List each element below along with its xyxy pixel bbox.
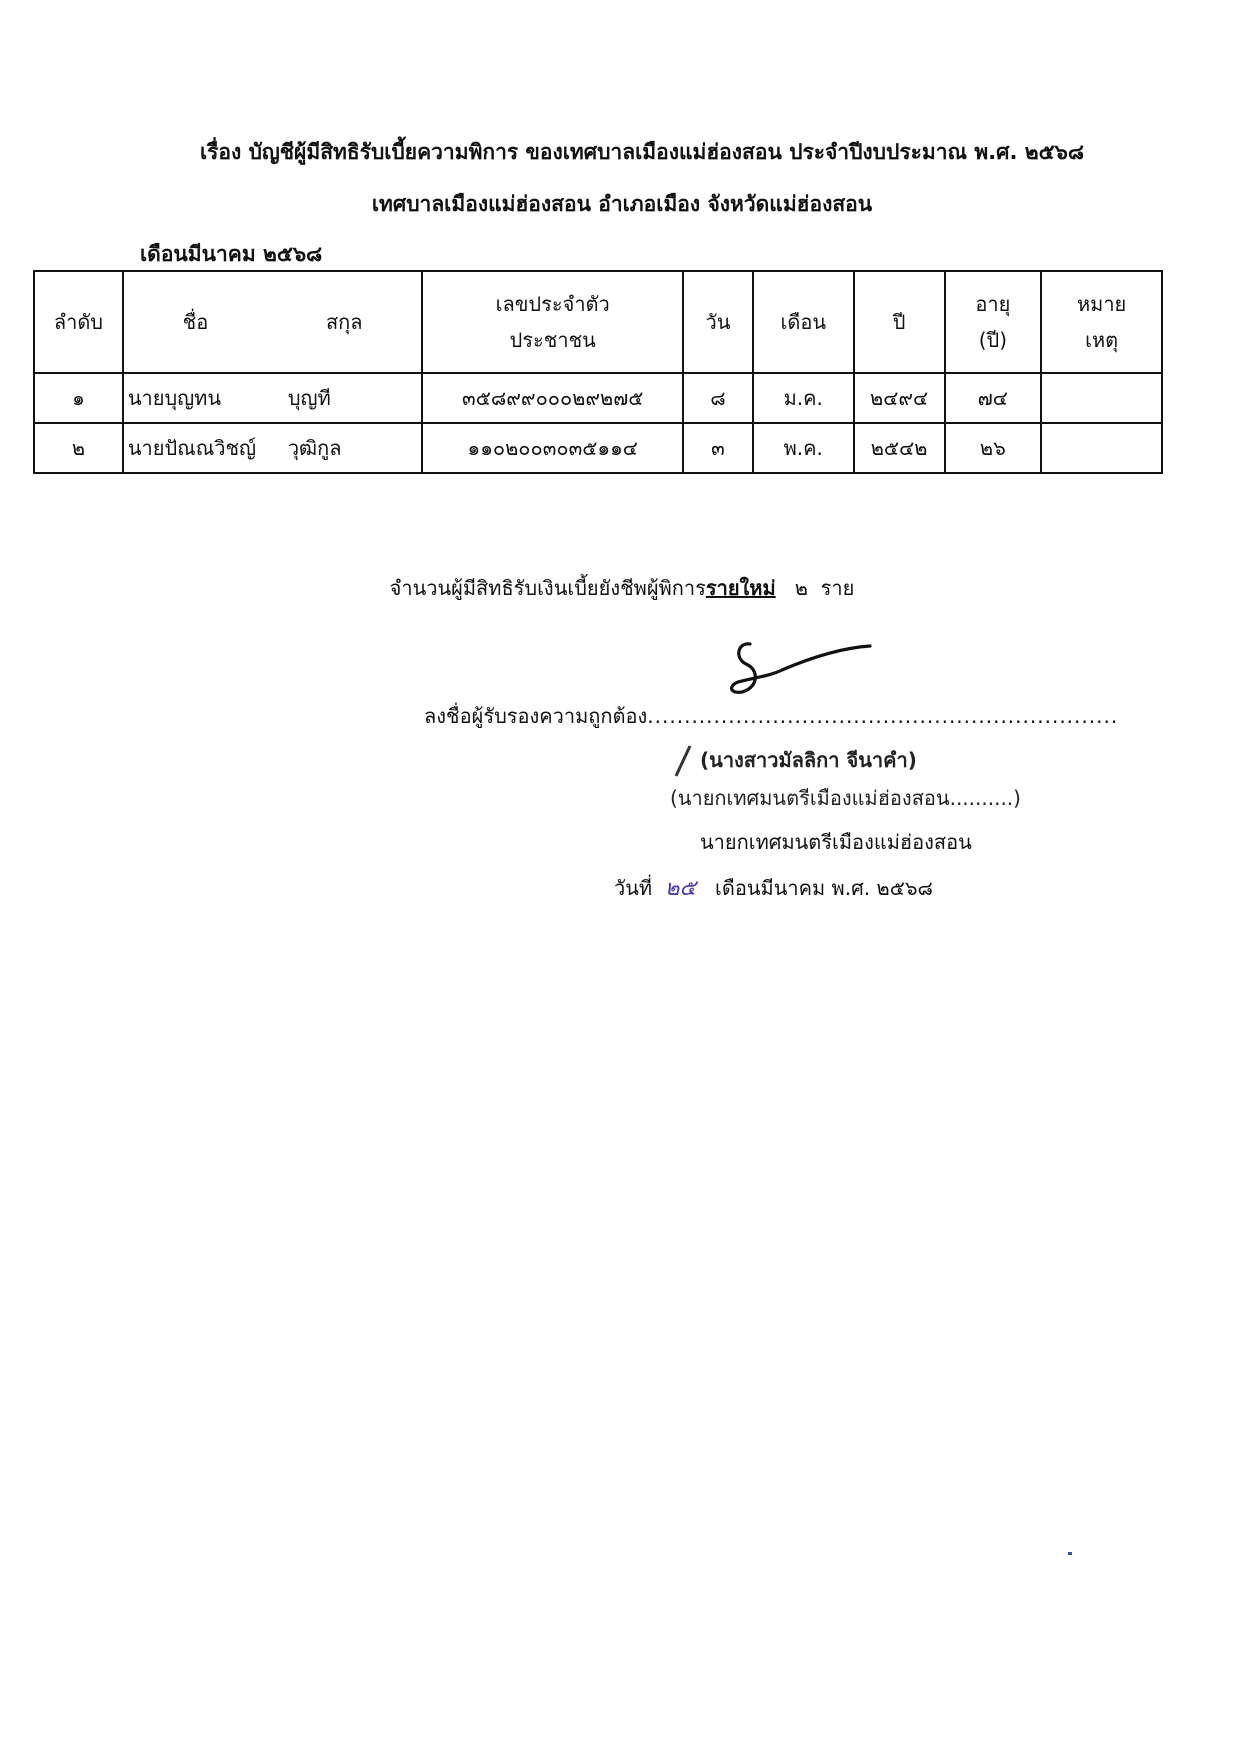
- header-day: วัน: [683, 271, 753, 373]
- summary-prefix: จำนวนผู้มีสิทธิรับเงินเบี้ยยังชีพผู้พิการ: [389, 576, 706, 600]
- cell-month: ม.ค.: [753, 373, 854, 423]
- header-note-line2: เหตุ: [1085, 328, 1119, 352]
- date-rest: เดือนมีนาคม พ.ศ. ๒๕๖๘: [715, 876, 933, 900]
- header-age-line2: (ปี): [978, 328, 1008, 352]
- summary-count: ๒: [794, 576, 808, 600]
- date-prefix: วันที่: [614, 876, 653, 900]
- cell-id: ๓๕๘๙๙๐๐๐๒๙๒๗๕: [422, 373, 683, 423]
- sign-line: [424, 700, 1118, 732]
- document-title: เรื่อง บัญชีผู้มีสิทธิรับเบี้ยความพิการ ของเทศบาลเมืองแม่ฮ่องสอน ประจำปีงบประมาณ พ.ศ. ๒๕๖๘: [199, 140, 1085, 164]
- cell-day: ๘: [683, 373, 753, 423]
- summary-emphasis: รายใหม่: [705, 576, 776, 600]
- stamp-name: (นางสาวมัลลิกา จีนาคำ): [700, 748, 917, 772]
- cell-last-name: บุญที: [287, 386, 331, 410]
- signer-position: นายกเทศมนตรีเมืองแม่ฮ่องสอน: [700, 830, 972, 854]
- header-no: ลำดับ: [34, 271, 123, 373]
- stamp-mark: [672, 744, 694, 778]
- header-age: [945, 271, 1042, 373]
- cell-no: ๒: [34, 423, 123, 473]
- summary-line: [0, 572, 1244, 604]
- ink-speck: [1068, 1552, 1072, 1555]
- cell-first-name: นายบุญทน: [127, 386, 222, 410]
- header-first-name: ชื่อ: [182, 310, 209, 334]
- document-month: เดือนมีนาคม ๒๕๖๘: [140, 242, 323, 266]
- sign-dots: ................................................................: [647, 704, 1119, 728]
- stamp-position: (นายกเทศมนตรีเมืองแม่ฮ่องสอน..........): [670, 786, 1021, 810]
- table-row: [34, 423, 1162, 473]
- beneficiary-table: [33, 270, 1163, 474]
- cell-last-name: วุฒิกูล: [287, 436, 342, 460]
- header-month: เดือน: [753, 271, 854, 373]
- date-day: ๒๕: [664, 876, 696, 901]
- table-header-row: [34, 271, 1162, 373]
- header-note-line1: หมาย: [1076, 292, 1127, 316]
- header-id-line2: ประชาชน: [509, 328, 596, 352]
- cell-year: ๒๕๔๒: [854, 423, 945, 473]
- header-age-line1: อายุ: [975, 292, 1011, 316]
- date-line: [614, 870, 933, 905]
- cell-age: ๗๔: [945, 373, 1042, 423]
- header-id-line1: เลขประจำตัว: [495, 292, 610, 316]
- summary-unit: ราย: [820, 576, 855, 600]
- document-subtitle: เทศบาลเมืองแม่ฮ่องสอน อำเภอเมือง จังหวัดแม่ฮ่องสอน: [371, 192, 873, 216]
- cell-note: [1041, 373, 1162, 423]
- cell-note: [1041, 423, 1162, 473]
- cell-name: [123, 423, 423, 473]
- cell-year: ๒๔๙๔: [854, 373, 945, 423]
- cell-day: ๓: [683, 423, 753, 473]
- header-note: [1041, 271, 1162, 373]
- table-row: [34, 373, 1162, 423]
- handwritten-signature: [720, 630, 880, 710]
- sign-label: ลงชื่อผู้รับรองความถูกต้อง: [424, 704, 648, 728]
- cell-id: ๑๑๐๒๐๐๓๐๓๕๑๑๔: [422, 423, 683, 473]
- header-id: [422, 271, 683, 373]
- header-last-name: สกุล: [325, 310, 363, 334]
- cell-no: ๑: [34, 373, 123, 423]
- cell-first-name: นายปัณณวิชญ์: [127, 436, 257, 460]
- cell-month: พ.ค.: [753, 423, 854, 473]
- cell-age: ๒๖: [945, 423, 1042, 473]
- header-year: ปี: [854, 271, 945, 373]
- header-name: [123, 271, 423, 373]
- cell-name: [123, 373, 423, 423]
